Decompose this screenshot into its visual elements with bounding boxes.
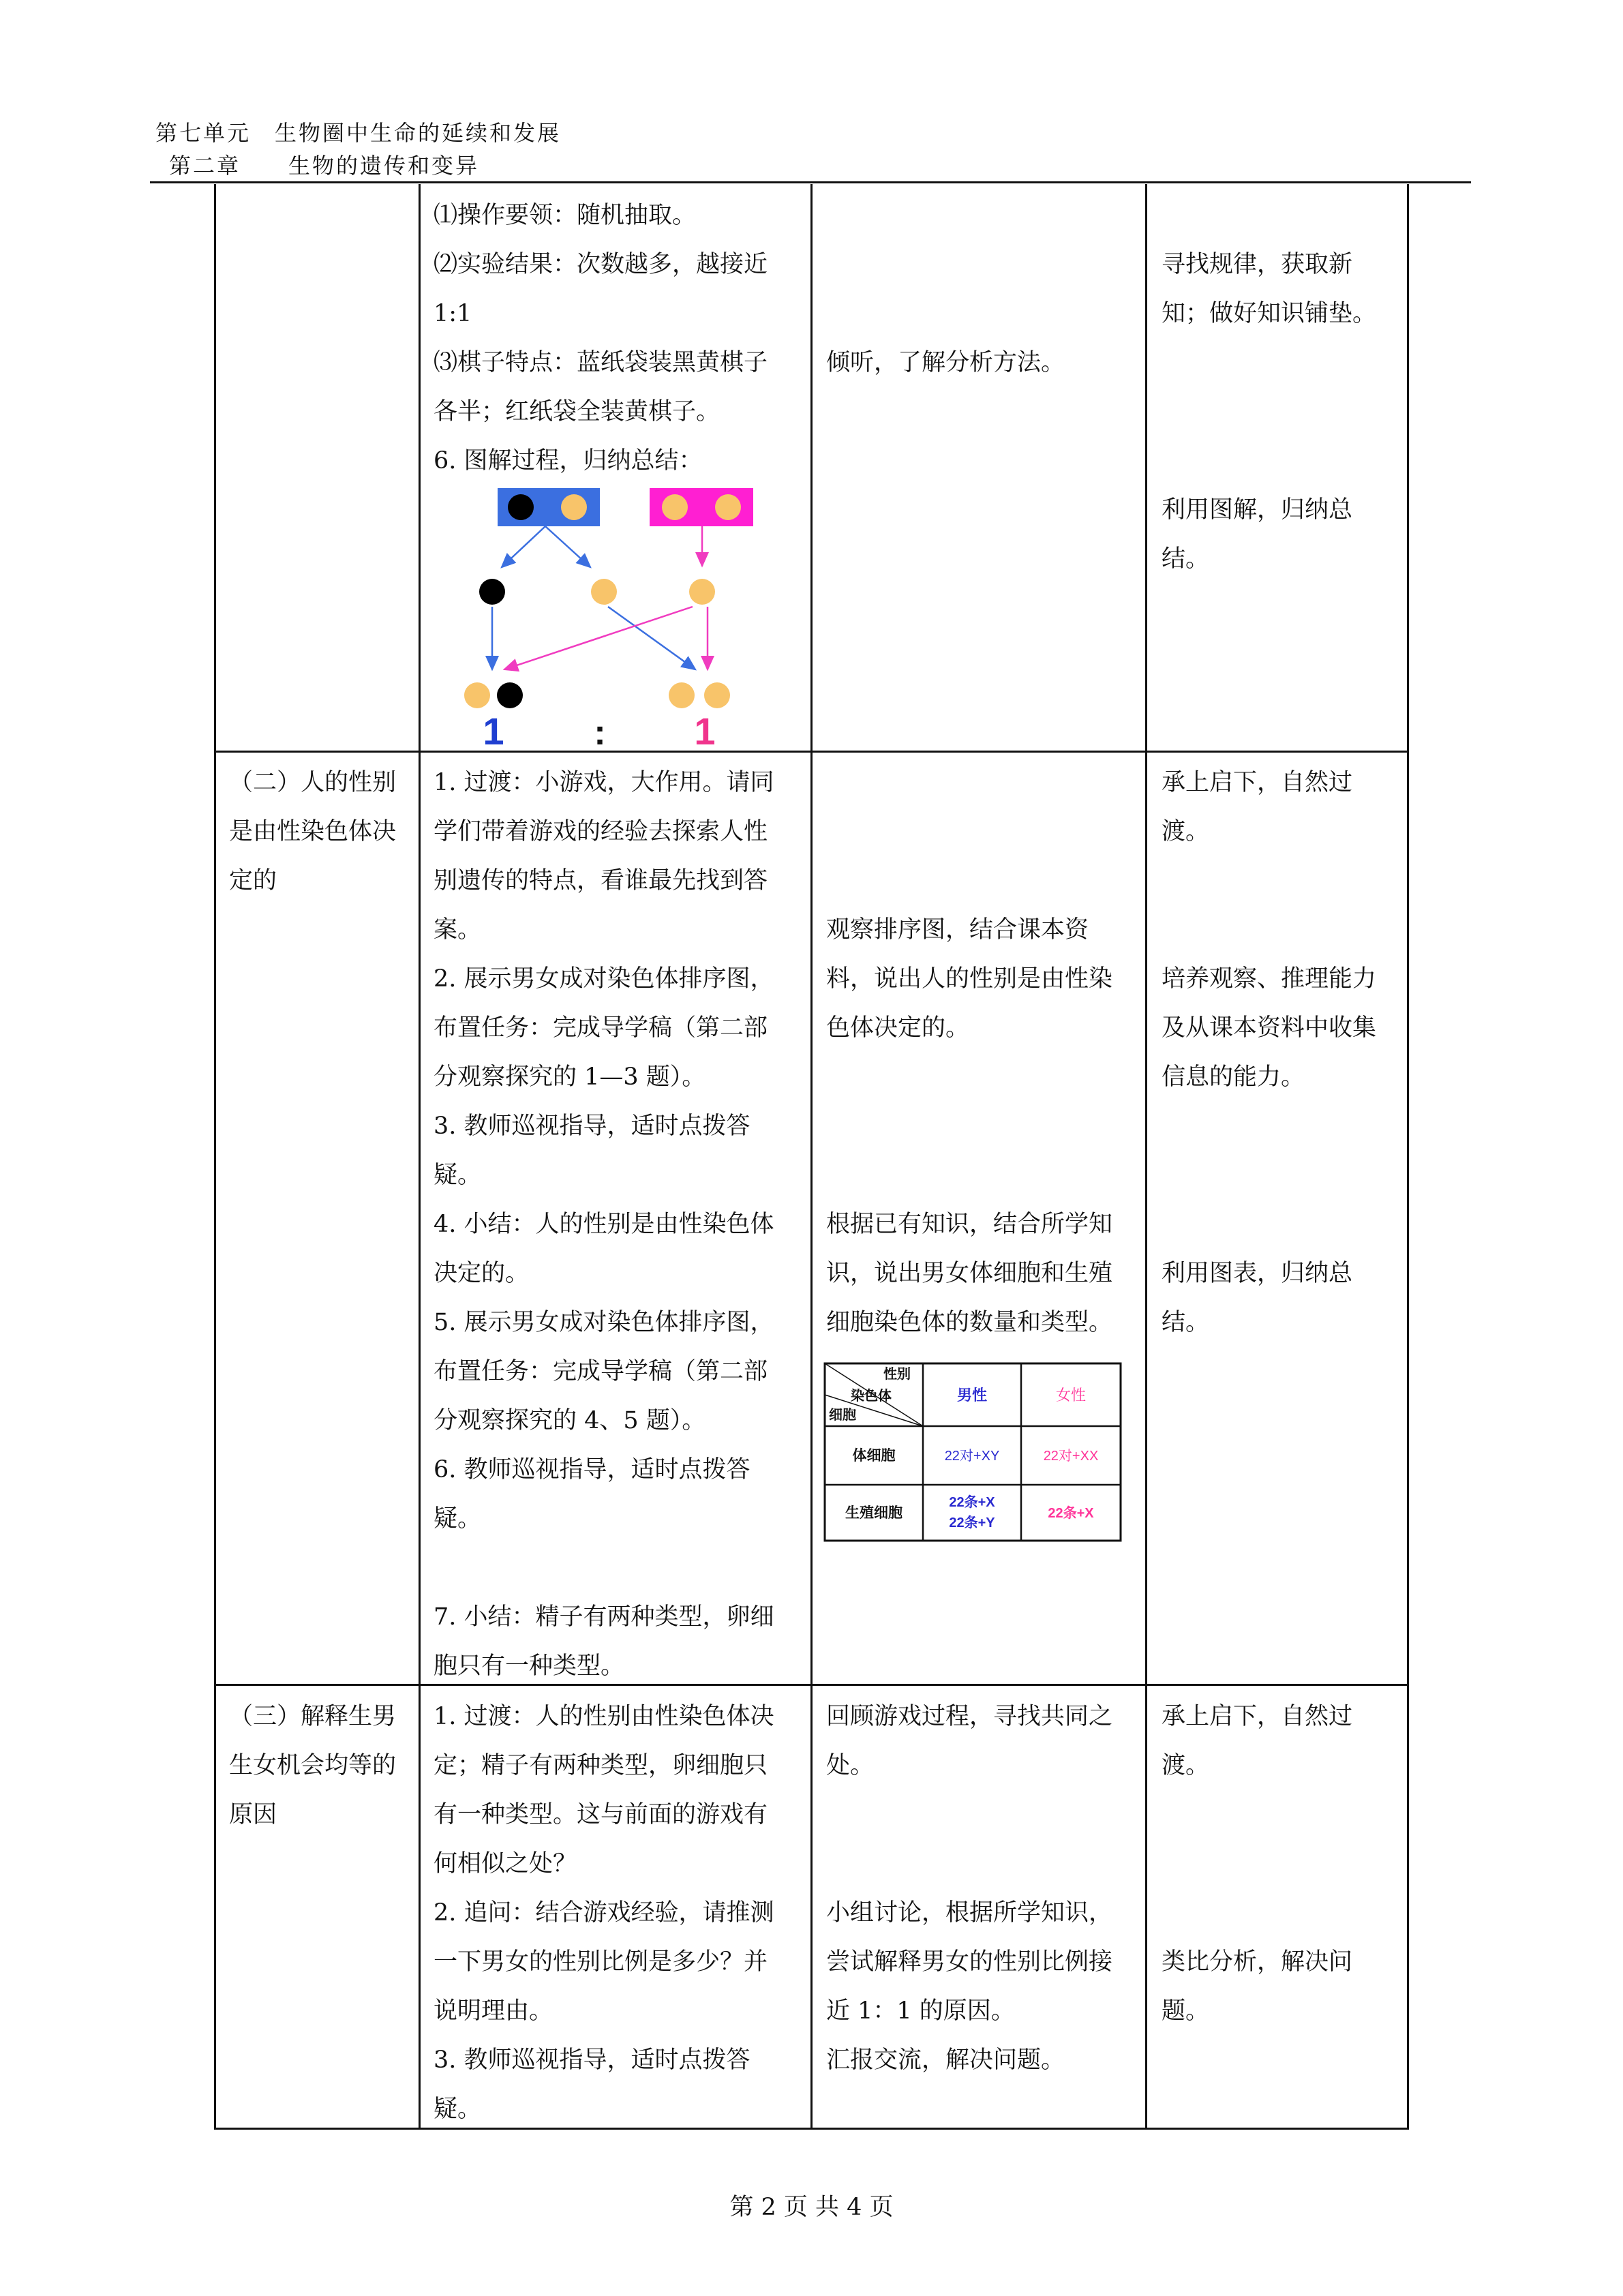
text-line: 1. 过渡：小游戏，大作用。请同 (434, 769, 774, 796)
cell-somatic-female: 22对+XX (1043, 1449, 1099, 1464)
yellow-chess-icon (689, 579, 715, 605)
row3-student-activity-b (826, 1888, 1112, 2085)
text-line: 1. 过渡：人的性别由性染色体决 (434, 1703, 774, 1730)
text-line: 1:1 (434, 300, 472, 327)
text-line: 3. 教师巡视指导，适时点拨答 (434, 2046, 750, 2074)
col-header-female: 女性 (1055, 1387, 1087, 1404)
text-line: 细胞染色体的数量和类型。 (826, 1309, 1113, 1336)
text-line: 处。 (826, 1752, 875, 1779)
arrow (504, 607, 693, 669)
row2-teacher-activity (434, 758, 774, 1691)
black-chess-icon (508, 494, 534, 520)
text-line: 类比分析，解决问 (1162, 1948, 1353, 1976)
text-line: 尝试解释男女的性别比例接 (826, 1948, 1113, 1976)
text-line: 倾听，了解分析方法。 (826, 349, 1065, 376)
cell-germ-male-1: 22条+X (949, 1495, 995, 1510)
chromosome-table (823, 1362, 1123, 1543)
text-line: 培养观察、推理能力 (1162, 965, 1377, 993)
table-border-right (1407, 184, 1409, 2130)
row2-student-activity-b (826, 1200, 1112, 1347)
row1-intent-b (1162, 485, 1352, 584)
text-line: 根据已有知识，结合所学知 (826, 1211, 1113, 1238)
text-line: 信息的能力。 (1162, 1063, 1305, 1091)
text-line: 决定的。 (434, 1260, 530, 1287)
text-line: 是由性染色体决 (229, 818, 397, 845)
text-line: 分观察探究的 1—3 题）。 (434, 1063, 706, 1091)
table-col-divider-2 (810, 184, 813, 2130)
text-line: （三）解释生男 (229, 1703, 397, 1730)
text-line: 结。 (1162, 545, 1210, 573)
row2-topic (229, 758, 396, 905)
text-line: 回顾游戏过程，寻找共同之 (826, 1703, 1113, 1730)
text-line: 原因 (229, 1801, 277, 1828)
text-line: 6. 教师巡视指导，适时点拨答 (434, 1456, 750, 1483)
text-line: 7. 小结：精子有两种类型，卵细 (434, 1603, 774, 1631)
black-chess-icon (497, 682, 523, 708)
text-line: 定；精子有两种类型，卵细胞只 (434, 1752, 768, 1779)
text-line: 生女机会均等的 (229, 1752, 397, 1779)
text-line: 布置任务：完成导学稿（第二部 (434, 1014, 768, 1042)
text-line: 寻找规律，获取新 (1162, 251, 1353, 278)
corner-label-cell: 细胞 (829, 1408, 856, 1423)
row-label-somatic: 体细胞 (852, 1448, 896, 1464)
text-line: 布置任务：完成导学稿（第二部 (434, 1358, 768, 1385)
yellow-chess-icon (704, 682, 730, 708)
cell-germ-male-2: 22条+Y (949, 1515, 995, 1530)
text-line: 4. 小结：人的性别是由性染色体 (434, 1211, 774, 1238)
row1-teacher-activity (434, 191, 768, 485)
unit-title: 第七单元 生物圈中生命的延续和发展 (155, 120, 562, 146)
text-line: 定的 (229, 867, 277, 894)
ratio-separator: : (594, 713, 606, 750)
text-line: 利用图表，归纳总 (1162, 1260, 1353, 1287)
text-line: 观察排序图，结合课本资 (826, 916, 1089, 943)
arrow (545, 526, 590, 567)
text-line: 说明理由。 (434, 1997, 553, 2025)
row1-student-activity (826, 338, 1065, 387)
row2-intent-b (1162, 954, 1376, 1102)
row2-intent-a (1162, 758, 1352, 856)
yellow-chess-icon (561, 494, 587, 520)
ratio-right: 1 (694, 710, 716, 750)
yellow-chess-icon (662, 494, 688, 520)
table-border-left (214, 184, 216, 2130)
text-line: 何相似之处？ (434, 1850, 577, 1877)
ratio-left: 1 (483, 710, 504, 750)
text-line: 近 1：1 的原因。 (826, 1997, 1015, 2025)
yellow-chess-icon (669, 682, 695, 708)
text-line: 承上启下，自然过 (1162, 769, 1353, 796)
row-label-germ: 生殖细胞 (845, 1505, 902, 1521)
text-line: 题。 (1162, 1997, 1210, 2025)
header-rule (150, 181, 1471, 183)
text-line: 学们带着游戏的经验去探索人性 (434, 818, 768, 845)
col-header-male: 男性 (956, 1387, 988, 1404)
text-line: 渡。 (1162, 1752, 1210, 1779)
text-line: 各半；红纸袋全装黄棋子。 (434, 398, 721, 425)
text-line: 料，说出人的性别是由性染 (826, 965, 1113, 993)
text-line: 结。 (1162, 1309, 1210, 1336)
row3-intent-b (1162, 1937, 1352, 2036)
text-line: 利用图解，归纳总 (1162, 496, 1353, 524)
row2-student-activity-a (826, 905, 1112, 1053)
text-line: 汇报交流，解决问题。 (826, 2046, 1065, 2074)
text-line: 疑。 (434, 1162, 482, 1189)
text-line: 有一种类型。这与前面的游戏有 (434, 1801, 768, 1828)
table-col-divider-3 (1145, 184, 1147, 2130)
text-line: 2. 展示男女成对染色体排序图， (434, 965, 774, 993)
text-line: 渡。 (1162, 818, 1210, 845)
page-number: 第 2 页 共 4 页 (729, 2194, 894, 2221)
text-line: 知；做好知识铺垫。 (1162, 300, 1377, 327)
table-col-divider-1 (419, 184, 421, 2130)
text-line: ⑴操作要领：随机抽取。 (434, 202, 697, 229)
text-line: 识，说出男女体细胞和生殖 (826, 1260, 1113, 1287)
text-line: 别遗传的特点，看谁最先找到答 (434, 867, 768, 894)
text-line: ⑵实验结果：次数越多，越接近 (434, 251, 768, 278)
table-row-divider-1 (214, 751, 1409, 753)
table-border-bottom (214, 2128, 1409, 2130)
text-line: 6. 图解过程，归纳总结： (434, 447, 703, 474)
corner-label-sex: 性别 (883, 1367, 911, 1382)
text-line: 疑。 (434, 2096, 482, 2123)
text-line: （二）人的性别 (229, 769, 397, 796)
text-line: 疑。 (434, 1505, 482, 1532)
text-line: 2. 追问：结合游戏经验，请推测 (434, 1899, 774, 1927)
text-line (434, 1543, 774, 1592)
text-line: 3. 教师巡视指导，适时点拨答 (434, 1113, 750, 1140)
row2-intent-c (1162, 1249, 1352, 1347)
row3-student-activity-a (826, 1692, 1112, 1790)
arrow (502, 526, 545, 567)
text-line: 色体决定的。 (826, 1014, 970, 1042)
cell-germ-female: 22条+X (1048, 1506, 1094, 1521)
row3-topic (229, 1692, 396, 1839)
chapter-title: 第二章 生物的遗传和变异 (169, 153, 480, 179)
text-line: 案。 (434, 916, 482, 943)
yellow-chess-icon (591, 579, 617, 605)
row3-intent-a (1162, 1692, 1352, 1790)
text-line: ⑶棋子特点：蓝纸袋装黑黄棋子 (434, 349, 768, 376)
text-line: 及从课本资料中收集 (1162, 1014, 1377, 1042)
corner-label-chromosome: 染色体 (851, 1389, 892, 1404)
text-line: 胞只有一种类型。 (434, 1652, 625, 1680)
black-chess-icon (479, 579, 505, 605)
table-row-divider-2 (214, 1684, 1409, 1686)
text-line: 分观察探究的 4、5 题）。 (434, 1407, 706, 1434)
segregation-diagram (450, 477, 770, 750)
yellow-chess-icon (715, 494, 741, 520)
text-line: 小组讨论，根据所学知识， (826, 1899, 1113, 1927)
text-line: 5. 展示男女成对染色体排序图， (434, 1309, 774, 1336)
text-line: 一下男女的性别比例是多少？并 (434, 1948, 768, 1976)
arrow (608, 607, 695, 669)
row1-intent-a (1162, 240, 1376, 338)
row3-teacher-activity (434, 1692, 774, 2134)
cell-somatic-male: 22对+XY (944, 1449, 1000, 1464)
text-line: 承上启下，自然过 (1162, 1703, 1353, 1730)
yellow-chess-icon (464, 682, 490, 708)
